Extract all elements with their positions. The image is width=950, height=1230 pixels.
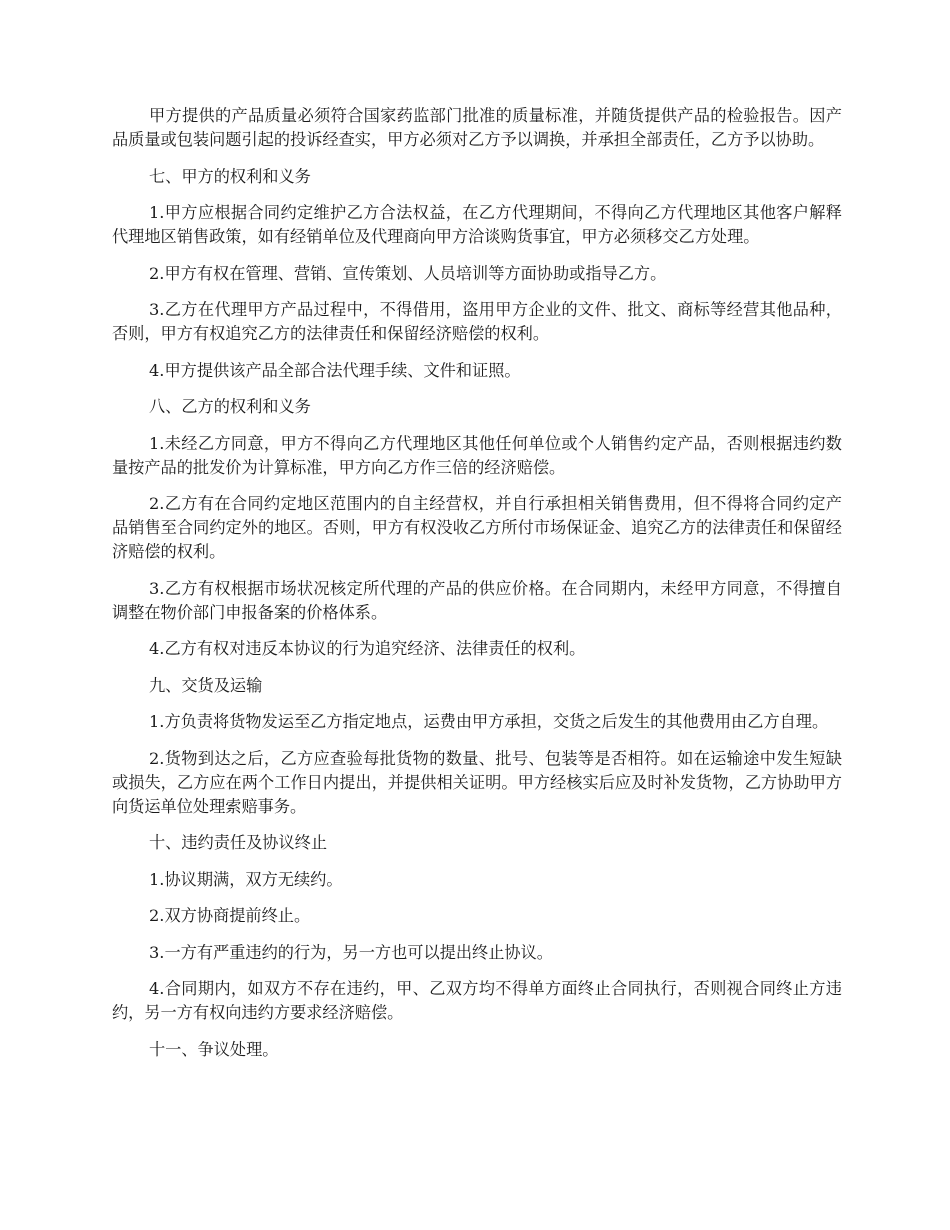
para-7-2: 2.甲方有权在管理、营销、宣传策划、人员培训等方面协助或指导乙方。 bbox=[149, 263, 667, 283]
para-7-1: 1.甲方应根据合同约定维护乙方合法权益，在乙方代理期间，不得向乙方代理地区其他客户解释代理地区销售政策，如有经销单位及代理商向甲方洽谈购货事宜，甲方必须移交乙方处理。 bbox=[112, 203, 842, 246]
heading-section-11: 十一、争议处理。 bbox=[149, 1039, 279, 1059]
heading-section-9: 九、交货及运输 bbox=[149, 675, 263, 695]
heading-section-8: 八、乙方的权利和义务 bbox=[149, 397, 311, 416]
para-8-4: 4.乙方有权对违反本协议的行为追究经济、法律责任的权利。 bbox=[149, 639, 586, 658]
para-8-2: 2.乙方有在合同约定地区范围内的自主经营权，并自行承担相关销售费用，但不得将合同约定产品销售至合同约定外的地区。否则，甲方有权没收乙方所付市场保证金、追究乙方的法律责任和保留经济赔偿的权利。 bbox=[112, 494, 842, 561]
para-10-3: 3.一方有严重违约的行为，另一方也可以提出终止协议。 bbox=[149, 942, 553, 962]
document-page bbox=[112, 104, 842, 1074]
para-quality-standard: 甲方提供的产品质量必须符合国家药监部门批准的质量标准，并随货提供产品的检验报告。因产品质量或包装问题引起的投诉经查实，甲方必须对乙方予以调换，并承担全部责任，乙方予以协助。 bbox=[112, 106, 842, 149]
para-8-1: 1.未经乙方同意，甲方不得向乙方代理地区其他任何单位或个人销售约定产品，否则根据违约数量按产品的批发价为计算标准，甲方向乙方作三倍的经济赔偿。 bbox=[112, 433, 842, 477]
para-8-3: 3.乙方有权根据市场状况核定所代理的产品的供应价格。在合同期内，未经甲方同意，不得擅自调整在物价部门申报备案的价格体系。 bbox=[112, 578, 842, 622]
para-10-2: 2.双方协商提前终止。 bbox=[149, 906, 311, 925]
para-9-2: 2.货物到达之后，乙方应查验每批货物的数量、批号、包装等是否相符。如在运输途中发生短缺或损失，乙方应在两个工作日内提出，并提供相关证明。甲方经核实后应及时补发货物，乙方协助甲方向货运单位处理索赔事务。 bbox=[112, 748, 842, 816]
para-7-4: 4.甲方提供该产品全部合法代理手续、文件和证照。 bbox=[149, 360, 521, 380]
para-7-3: 3.乙方在代理甲方产品过程中，不得借用，盗用甲方企业的文件、批文、商标等经营其他品种，否则，甲方有权追究乙方的法律责任和保留经济赔偿的权利。 bbox=[112, 300, 842, 343]
para-10-1: 1.协议期满，双方无续约。 bbox=[149, 869, 343, 889]
para-9-1: 1.方负责将货物发运至乙方指定地点，运费由甲方承担，交货之后发生的其他费用由乙方自理。 bbox=[149, 712, 829, 731]
para-10-4: 4.合同期内，如双方不存在违约，甲、乙双方均不得单方面终止合同执行，否则视合同终止方违约，另一方有权向违约方要求经济赔偿。 bbox=[112, 979, 842, 1022]
heading-section-7: 七、甲方的权利和义务 bbox=[149, 166, 311, 186]
heading-section-10: 十、违约责任及协议终止 bbox=[149, 833, 328, 852]
